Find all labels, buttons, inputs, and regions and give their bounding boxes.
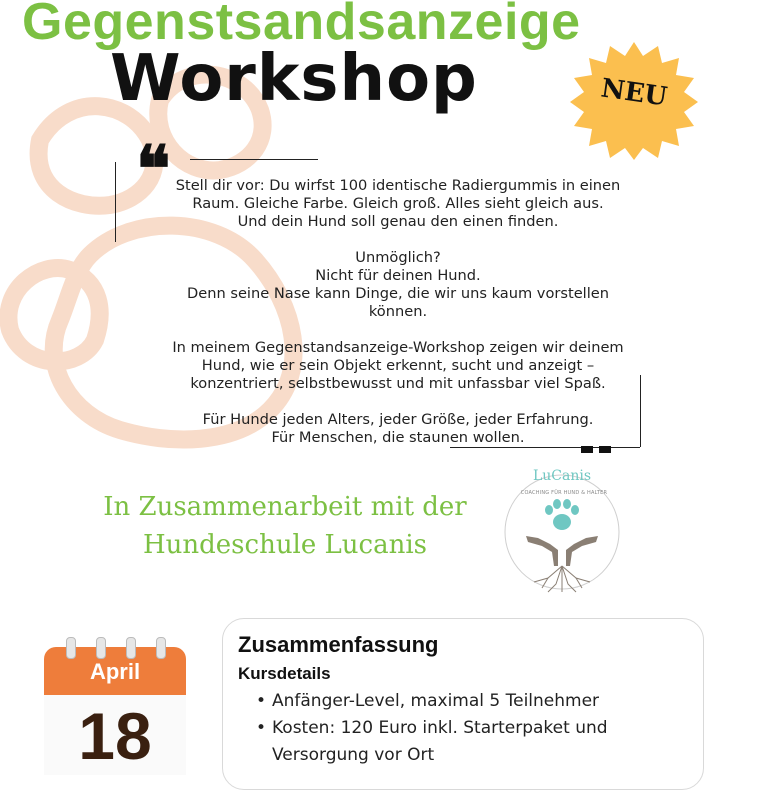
quote-line: In meinem Gegenstandsanzeige-Workshop zeigen wir deinem	[172, 339, 624, 356]
calendar-ring	[66, 637, 76, 659]
summary-subtitle: Kursdetails	[238, 664, 331, 683]
summary-title: Zusammenfassung	[238, 632, 439, 657]
quote-line: Unmöglich?	[355, 249, 441, 266]
calendar-ring	[156, 637, 166, 659]
summary-list	[256, 688, 686, 769]
quote-open-icon: ❝	[136, 132, 171, 207]
quote-line: konzentriert, selbstbewusst und mit unfassbar viel Spaß.	[190, 375, 606, 392]
cooperation-line-2: Hundeschule Lucanis	[142, 530, 428, 560]
cooperation-text	[70, 488, 500, 564]
calendar-month: April	[89, 659, 141, 684]
quote-paragraph	[138, 249, 658, 321]
new-badge-label: NEU	[599, 73, 669, 113]
quote-line: können.	[368, 303, 428, 320]
calendar-ring	[96, 637, 106, 659]
quote-text	[138, 177, 658, 465]
quote-line: Denn seine Nase kann Dinge, die wir uns kaum vorstellen	[186, 285, 610, 302]
list-item-continuation: Versorgung vor Ort	[272, 745, 435, 765]
quote-line: Stell dir vor: Du wirfst 100 identische Radiergummis in einen	[175, 177, 621, 194]
quote-line: Und dein Hund soll genau den einen finden.	[237, 213, 559, 230]
quote-paragraph	[138, 177, 658, 231]
logo-subtitle: COACHING FÜR HUND & HALTER	[520, 490, 608, 496]
quote-paragraph	[138, 411, 658, 447]
title-main: Workshop	[110, 42, 478, 116]
quote-line: Nicht für deinen Hund.	[315, 267, 481, 284]
quote-line: Raum. Gleiche Farbe. Gleich groß. Alles sieht gleich aus.	[192, 195, 604, 212]
logo-name: LuCanis	[532, 468, 592, 484]
list-item: • Kosten: 120 Euro inkl. Starterpaket und	[256, 715, 686, 742]
quote-line: Für Hunde jeden Alters, jeder Größe, jeder Erfahrung.	[202, 411, 594, 428]
quote-line: Hund, wie er sein Objekt erkennt, sucht und anzeigt –	[201, 357, 595, 374]
list-item: • Anfänger-Level, maximal 5 Teilnehmer	[256, 688, 686, 715]
calendar-ring	[126, 637, 136, 659]
quote-line-left	[115, 162, 116, 242]
title-top: Gegenstsandsanzeige	[22, 0, 581, 51]
quote-line-top	[190, 159, 318, 160]
cooperation-line-1: In Zusammenarbeit mit der	[103, 492, 467, 522]
quote-paragraph	[138, 339, 658, 393]
calendar-day: 18	[78, 699, 152, 773]
quote-line: Für Menschen, die staunen wollen.	[271, 429, 525, 446]
